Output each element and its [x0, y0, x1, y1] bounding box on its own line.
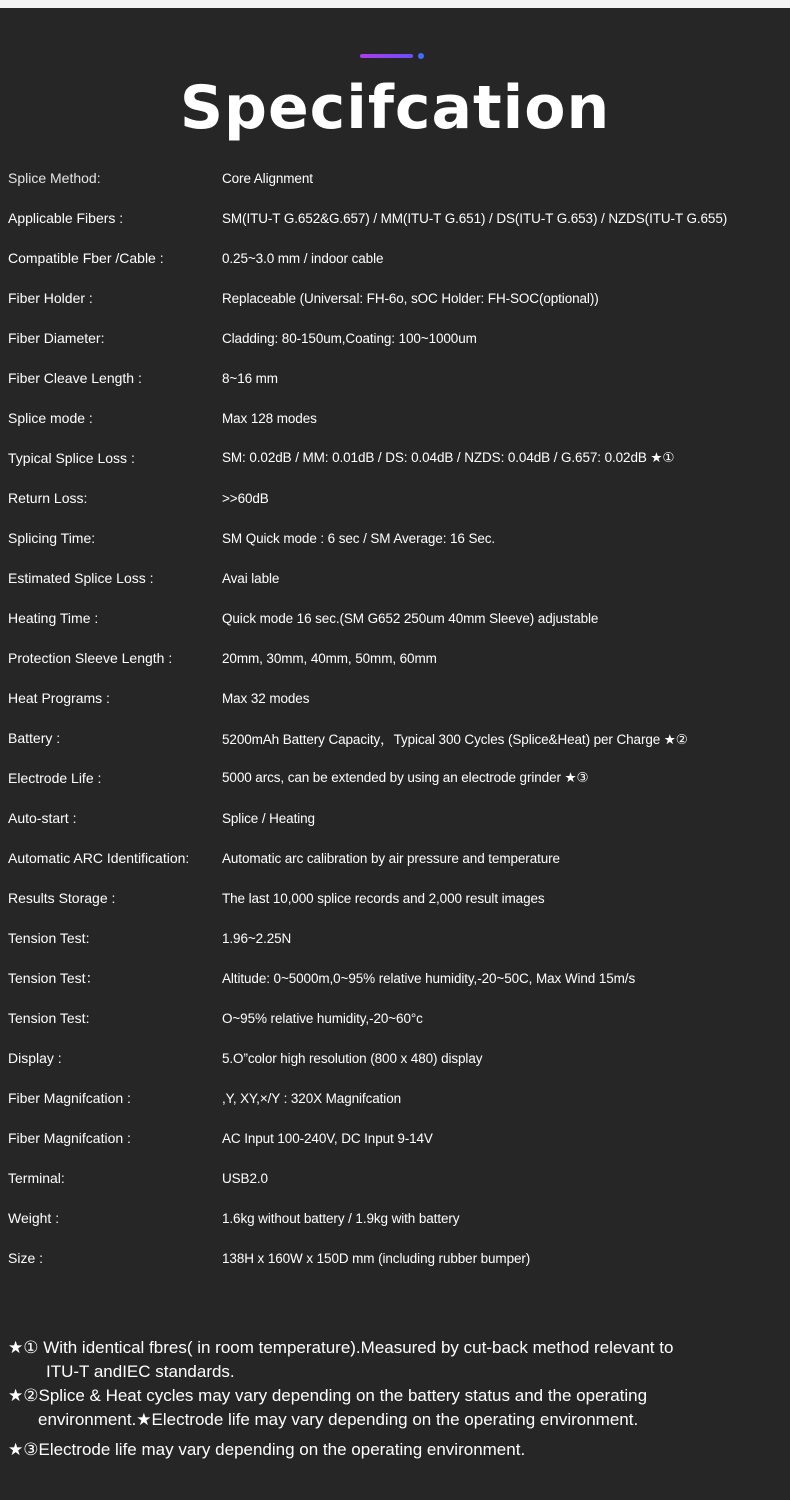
spec-label: Fiber Magnifcation :: [8, 1090, 131, 1106]
footnote-marker: ★②: [8, 1386, 39, 1405]
spec-row: [0, 1038, 790, 1078]
spec-value: Splice / Heating: [222, 810, 315, 826]
footnote-2: [8, 1384, 778, 1432]
spec-table: [0, 158, 790, 1278]
spec-row: [0, 1238, 790, 1278]
spec-row: [0, 1078, 790, 1118]
footnote-text-cont: ITU-T andIEC standards.: [46, 1362, 235, 1381]
spec-label: Splicing Time:: [8, 530, 96, 546]
spec-row: [0, 1118, 790, 1158]
spec-value: ,Y, XY,×/Y : 320X Magnifcation: [222, 1090, 402, 1106]
spec-value: 5000 arcs, can be extended by using an electrode grinder ★③: [222, 770, 589, 785]
spec-value: The last 10,000 splice records and 2,000 result images: [222, 890, 545, 906]
spec-label: Tension Test:: [8, 1010, 90, 1026]
spec-label: Estimated Splice Loss :: [8, 570, 154, 586]
spec-label: Battery :: [8, 730, 61, 746]
spec-label: Display :: [8, 1050, 62, 1066]
spec-row: [0, 358, 790, 398]
spec-value: Automatic arc calibration by air pressure and temperature: [222, 850, 560, 866]
footnote-text: Electrode life may vary depending on the operating environment.: [38, 1440, 526, 1459]
spec-value: USB2.0: [222, 1170, 268, 1186]
spec-value: Avai lable: [222, 570, 280, 586]
page-title: Specifcation: [179, 73, 611, 143]
spec-row: [0, 798, 790, 838]
spec-value: Core Alignment: [222, 170, 313, 186]
spec-label: Return Loss:: [8, 490, 88, 506]
spec-value: AC Input 100-240V, DC Input 9-14V: [222, 1130, 433, 1146]
spec-value: Altitude: 0~5000m,0~95% relative humidity,-20~50C, Max Wind 15m/s: [222, 970, 636, 986]
footnote-marker: ★①: [8, 1338, 39, 1357]
spec-row: [0, 278, 790, 318]
spec-value: 5200mAh Battery Capacity，Typical 300 Cycles (Splice&Heat) per Charge ★②: [222, 732, 688, 747]
spec-label: Heat Programs :: [8, 690, 110, 706]
spec-row: [0, 638, 790, 678]
spec-value: Replaceable (Universal: FH-6o, sOC Holder: FH-SOC(optional)): [222, 290, 599, 306]
spec-value: Quick mode 16 sec.(SM G652 250um 40mm Sleeve) adjustable: [222, 610, 599, 626]
spec-value: 1.96~2.25N: [222, 930, 292, 946]
spec-row: [0, 598, 790, 638]
spec-label: Compatible Fber /Cable :: [8, 250, 164, 266]
spec-row: [0, 918, 790, 958]
spec-label: Tension Test:: [8, 930, 90, 946]
spec-row: [0, 558, 790, 598]
footnote-text: Splice & Heat cycles may vary depending on the battery status and the operating: [38, 1386, 648, 1405]
spec-value: 0.25~3.0 mm / indoor cable: [222, 250, 384, 266]
spec-row: [0, 878, 790, 918]
accent-bar: [360, 54, 413, 58]
spec-row: [0, 758, 790, 798]
footnote-1: [8, 1336, 778, 1384]
spec-row: [0, 1158, 790, 1198]
spec-value: SM Quick mode : 6 sec / SM Average: 16 Sec.: [222, 530, 496, 546]
spec-row: [0, 1198, 790, 1238]
spec-row: [0, 958, 790, 998]
spec-label: Results Storage :: [8, 890, 116, 906]
footnote-3: [8, 1438, 778, 1462]
spec-row: [0, 718, 790, 758]
spec-value: >>60dB: [222, 490, 269, 506]
spec-value: Cladding: 80-150um,Coating: 100~1000um: [222, 330, 477, 346]
spec-label: Heating Time :: [8, 610, 99, 626]
spec-label: Typical Splice Loss :: [8, 450, 135, 466]
spec-value: 1.6kg without battery / 1.9kg with battery: [222, 1210, 460, 1226]
spec-label: Splice Method:: [8, 170, 101, 186]
spec-row: [0, 518, 790, 558]
spec-row: [0, 478, 790, 518]
spec-value: 5.O”color high resolution (800 x 480) display: [222, 1050, 483, 1066]
spec-value: Max 32 modes: [222, 690, 310, 706]
spec-label: Fiber Holder :: [8, 290, 93, 306]
spec-label: Protection Sleeve Length :: [8, 650, 173, 666]
spec-value: 8~16 mm: [222, 370, 278, 386]
spec-label: Fiber Magnifcation :: [8, 1130, 131, 1146]
spec-label: Tension Test：: [8, 970, 100, 986]
spec-value: 20mm, 30mm, 40mm, 50mm, 60mm: [222, 650, 437, 666]
spec-label: Weight :: [8, 1210, 60, 1226]
spec-row: [0, 838, 790, 878]
spec-label: Fiber Diameter:: [8, 330, 105, 346]
spec-label: Fiber Cleave Length :: [8, 370, 142, 386]
title-accent: [360, 54, 430, 60]
spec-row: [0, 158, 790, 198]
spec-label: Applicable Fibers :: [8, 210, 124, 226]
footnote-text: With identical fbres( in room temperature).Measured by cut-back method relevant to: [38, 1338, 674, 1357]
spec-label: Automatic ARC Identification:: [8, 850, 190, 866]
spec-label: Splice mode :: [8, 410, 93, 426]
spec-label: Auto-start :: [8, 810, 77, 826]
spec-value: O~95% relative humidity,-20~60°c: [222, 1010, 423, 1026]
accent-dot: [418, 53, 424, 59]
footnotes: [8, 1336, 778, 1468]
top-strip: [0, 0, 790, 8]
spec-row: [0, 198, 790, 238]
spec-label: Terminal:: [8, 1170, 65, 1186]
spec-label: Electrode Life :: [8, 770, 102, 786]
spec-row: [0, 238, 790, 278]
spec-row: [0, 998, 790, 1038]
spec-value: SM: 0.02dB / MM: 0.01dB / DS: 0.04dB / NZDS: 0.04dB / G.657: 0.02dB ★①: [222, 450, 675, 465]
spec-row: [0, 398, 790, 438]
spec-value: 138H x 160W x 150D mm (including rubber bumper): [222, 1250, 531, 1266]
footnote-text-cont: environment.★Electrode life may vary depending on the operating environment.: [38, 1410, 639, 1429]
spec-value: Max 128 modes: [222, 410, 317, 426]
spec-row: [0, 318, 790, 358]
spec-row: [0, 678, 790, 718]
spec-label: Size :: [8, 1250, 44, 1266]
spec-value: SM(ITU-T G.652&G.657) / MM(ITU-T G.651) / DS(ITU-T G.653) / NZDS(ITU-T G.655): [222, 210, 728, 226]
footnote-marker: ★③: [8, 1440, 39, 1459]
spec-row: [0, 438, 790, 478]
